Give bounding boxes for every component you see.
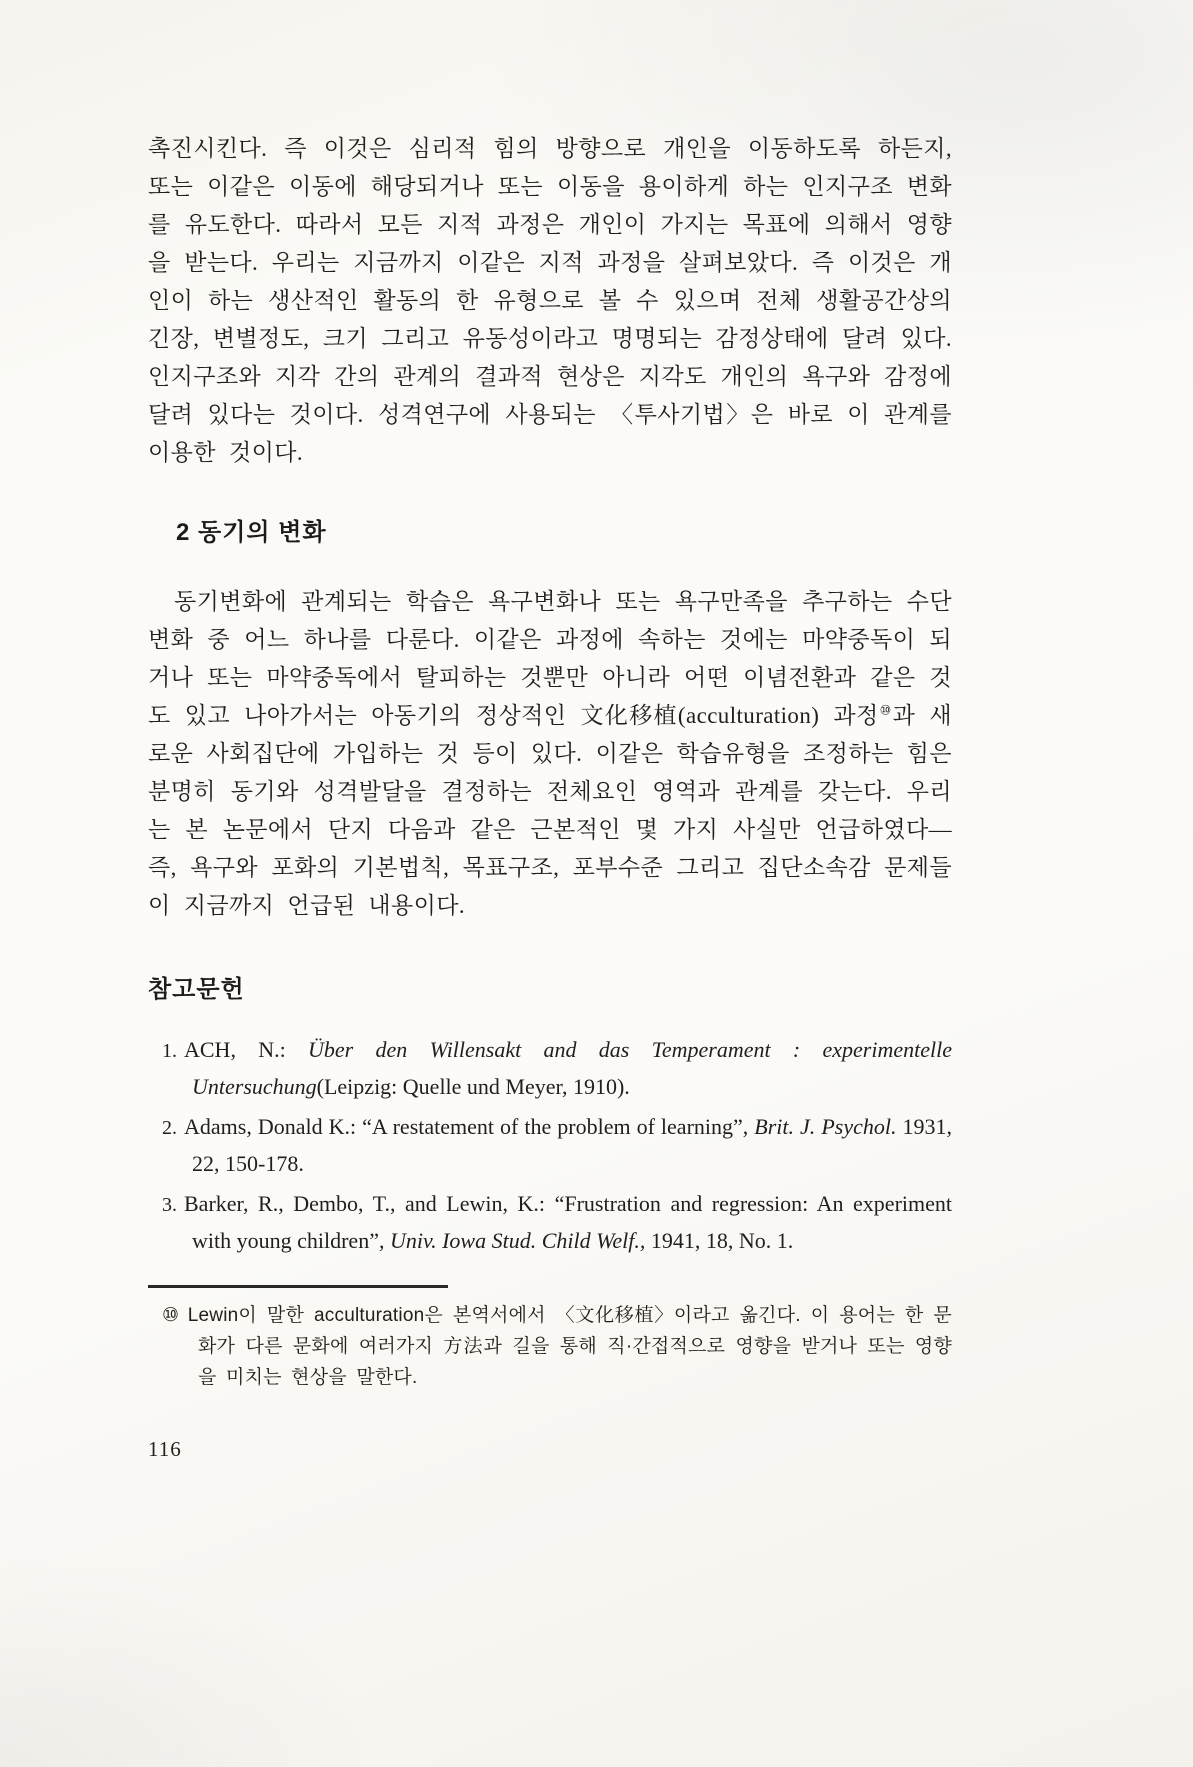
paragraph2-text-before: 동기변화에 관계되는 학습은 욕구변화나 또는 욕구만족을 추구하는 수단변화 중 어느 하나를 다룬다. 이같은 과정에 속하는 것에는 마약중독이 되거나 또는 마약중독에서 탈피하는 것뿐만 아니라 어떤 이념전환과 같은 것도 있고 나아가서는 아동기의 정상적인 文化移植(acculturation) 과정 [148,589,952,728]
reference-item-3 [148,1186,952,1259]
reference-item-1 [148,1032,952,1105]
reference-author-text: ACH, N.: [184,1037,309,1062]
reference-number: 1. [162,1040,177,1062]
references-heading: 참고문헌 [148,976,245,1003]
reference-title-italic: Über den Willensakt and das Temperament : experimentelle Untersuchung [192,1037,953,1099]
reference-author-text: Adams, Donald K.: “A restatement of the problem of learning”, [184,1114,755,1139]
reference-publication-text: 1941, 18, No. 1. [645,1228,794,1253]
reference-title-italic: Univ. Iowa Stud. Child Welf., [389,1228,646,1253]
section-heading: 2 동기의 변화 [176,519,327,546]
reference-publication-text: 1931, 22, 150-178. [192,1114,952,1176]
reference-number: 2. [162,1117,177,1139]
footnote-reference-marker: ⑩ [878,702,893,718]
reference-number: 3. [162,1194,177,1216]
footnote [162,1300,952,1393]
body-paragraph-2 [148,583,952,925]
page-number: 116 [148,1437,182,1461]
reference-title-italic: Brit. J. Psychol. [754,1114,897,1139]
reference-item-2 [148,1109,952,1182]
body-paragraph-1: 촉진시킨다. 즉 이것은 심리적 힘의 방향으로 개인을 이동하도록 하든지, 또는 이같은 이동에 해당되거나 또는 이동을 용이하게 하는 인지구조 변화를 유도한다. 따라서 모든 지적 과정은 개인이 가지는 목표에 의해서 영향을 받는다. 우리는 지금까지 이같은 지적 과정을 살펴보았다. 즉 이것은 개인이 하는 생산적인 활동의 한 유형으로 볼 수 있으며 전체 생활공간상의 긴장, 변별정도, 크기 그리고 유동성이라고 명명되는 감정상태에 달려 있다. 인지구조와 지각 간의 관계의 결과적 현상은 지각도 개인의 욕구와 감정에 달려 있다는 것이다. 성격연구에 사용되는 〈투사기법〉은 바로 이 관계를 이용한 것이다. [148,136,952,465]
reference-author-text: Barker, R., Dembo, T., and Lewin, K.: “Frustration and regression: An experiment with young children”, [184,1191,952,1253]
footnote-text: Lewin이 말한 acculturation은 본역서에서 〈文化移植〉이라고 옮긴다. 이 용어는 한 문화가 다른 문화에 여러가지 方法과 길을 통해 직·간접적으로 영향을 받거나 또는 영향을 미치는 현상을 말한다. [187,1305,952,1388]
footnote-separator-rule [148,1285,448,1288]
footnote-marker: ⑩ [162,1305,180,1326]
page-content [148,130,952,1462]
paragraph2-text-after: 과 새로운 사회집단에 가입하는 것 등이 있다. 이같은 학습유형을 조정하는 힘은 분명히 동기와 성격발달을 결정하는 전체요인 영역과 관계를 갖는다. 우리는 본 논문에서 단지 다음과 같은 근본적인 몇 가지 사실만 언급하였다—즉, 욕구와 포화의 기본법칙, 목표구조, 포부수준 그리고 집단소속감 문제들이 지금까지 언급된 내용이다. [148,703,953,918]
reference-publication-text: (Leipzig: Quelle und Meyer, 1910). [316,1074,630,1099]
references-list [148,1032,952,1259]
